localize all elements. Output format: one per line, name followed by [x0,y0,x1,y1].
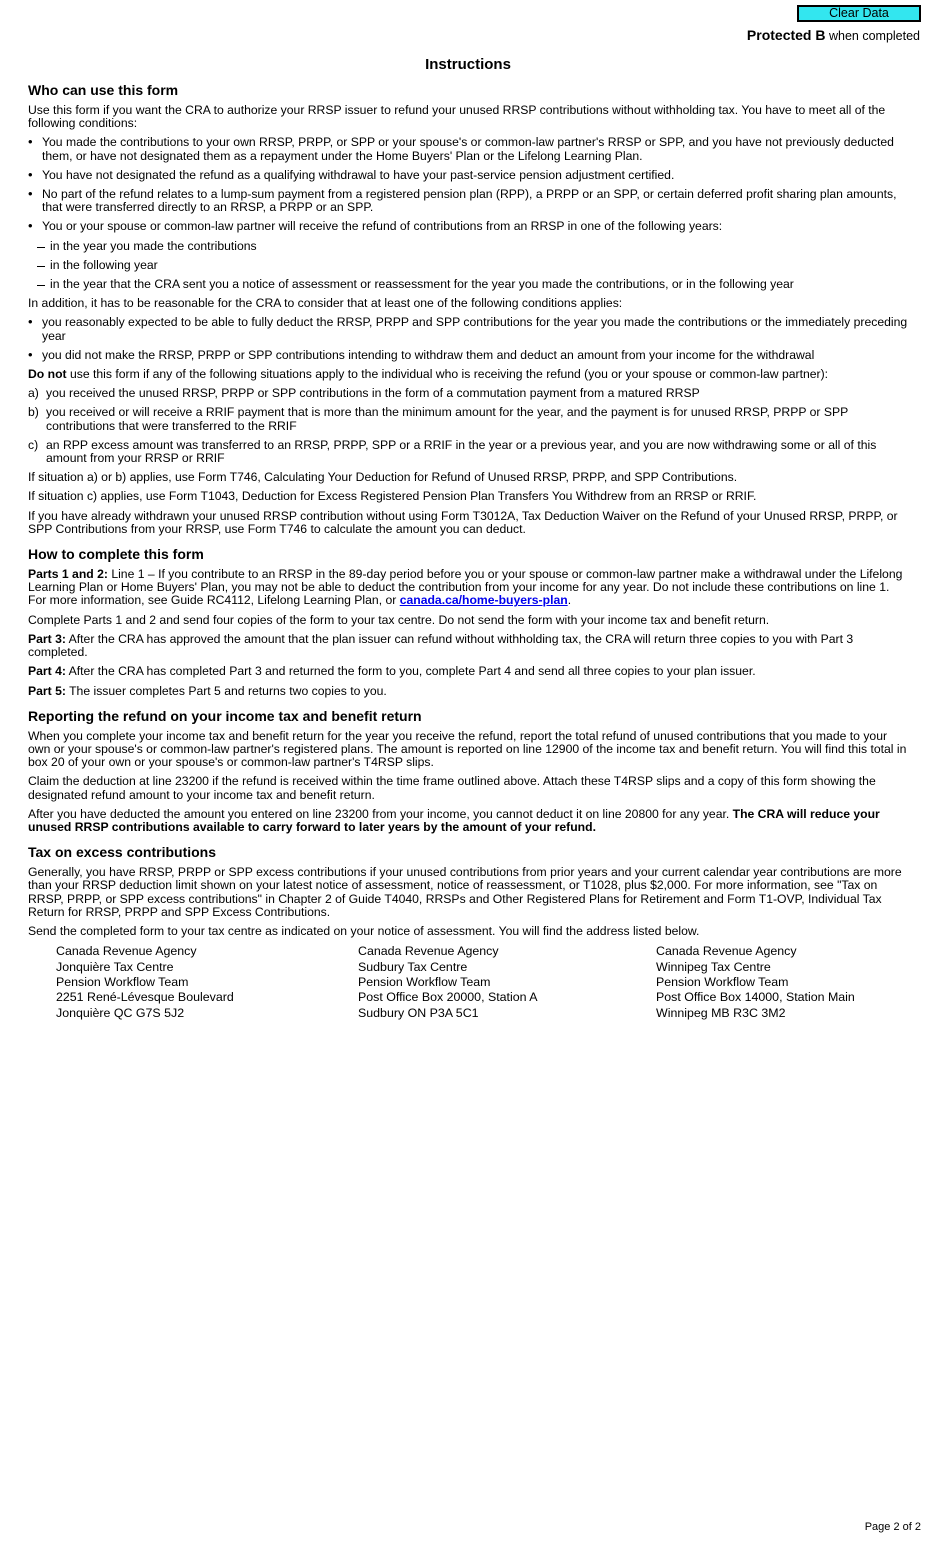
how-heading: How to complete this form [28,546,204,563]
protected-b-notice [747,28,920,44]
reporting-p3-bold: The CRA will reduce your unused RRSP contributions available to carry forward to later years by the amount of your refund. [28,806,880,834]
who-heading: Who can use this form [28,82,179,98]
situation-text: an RPP excess amount was transferred to an RRSP, PRPP, SPP or a RRIF in the year or a previous year, and you are now withdrawing some or all of this amount from your RRSP or RRIF [46,437,877,466]
part-5-label: Part 5: [28,683,66,698]
address-sudbury [358,944,656,1021]
reporting-p3 [28,808,908,834]
part-5-text [28,685,908,698]
address-jonquiere [56,944,358,1021]
protected-b-label: Protected B [746,27,826,43]
already-withdrawn-text: If you have already withdrawn your unused RRSP contribution without using Form T3012A, Tax Deduction Waiver on the Refund of your Unused RRSP, PRPP, or SPP Contributions from your RRSP, use Form T746 to calculate the amount you can deduct. [28,508,898,536]
situation-ab-text: If situation a) or b) applies, use Form T746, Calculating Your Deduction for Refund of Unused RRSP, PRPP, and SPP Contributions. [28,470,738,485]
situation-label: b) [28,405,39,420]
year-item: in the following year [28,259,908,272]
reporting-p1: When you complete your income tax and benefit return for the year you receive the refund, report the total refund of unused contributions that you made to your own or your spouse's or common-law partner's registered plans. The amount is reported on line 12900 of the income tax and benefit return. You will find this total in box 20 of your own or your spouse's or common-law partner's T4RSP slips. [28,728,907,770]
address-line: Post Office Box 20000, Station A [358,990,538,1005]
reporting-p3-body: After you have deducted the amount you entered on line 23200 from your income, you cannot deduct it on line 20800 for any year. [28,806,733,821]
part-4-label: Part 4: [28,664,66,679]
address-line: 2251 René-Lévesque Boulevard [56,990,234,1005]
address-line: Winnipeg Tax Centre [656,959,771,974]
addition-text: In addition, it has to be reasonable for the CRA to consider that at least one of the following conditions applies: [28,296,623,311]
situation-item [28,406,908,432]
address-line: Pension Workflow Team [358,974,491,989]
years-list [28,240,908,292]
reporting-heading: Reporting the refund on your income tax and benefit return [28,707,422,724]
situation-c-text: If situation c) applies, use Form T1043, Deduction for Excess Registered Pension Plan Transfers You Withdrew from an RRSP or RRIF. [28,489,757,504]
situation-text: you received or will receive a RRIF payment that is more than the minimum amount for the year, and the payment is for unused RRSP, PRPP or SPP contributions that were transferred to the RRIF [46,405,849,433]
part-4-text [28,665,908,678]
instructions-content [28,56,908,1021]
complete-parts-text: Complete Parts 1 and 2 and send four copies of the form to your tax centre. Do not send the form with your income tax and benefit return. [28,612,770,627]
address-line: Canada Revenue Agency [656,944,797,959]
part-3-text [28,633,908,659]
address-winnipeg [656,944,906,1021]
reasonable-item: • you did not make the RRSP, PRPP or SPP contributions intending to withdraw them and deduct an amount from your income for the withdrawal [28,349,908,362]
year-item: in the year that the CRA sent you a notice of assessment or reassessment for the year you made the contributions, or in the following year [28,278,908,291]
condition-item: • You or your spouse or common-law partner will receive the refund of contributions from an RRSP in one of the following years: [28,220,908,233]
reasonable-item: • you reasonably expected to be able to fully deduct the RRSP, PRPP and SPP contributions for the year you made the contributions or the immediately preceding year [28,316,908,342]
excess-p1: Generally, you have RRSP, PRPP or SPP excess contributions if your unused contributions from prior years and your current calendar year contributions are more than your RRSP deduction limit shown on your latest notice of assessment, notice of reassessment, or T1028, plus $2,000. For more information, see "Tax on RRSP, PRPP, or SPP excess contributions" in Chapter 2 of Guide T4040, RRSPs and Other Registered Plans for Retirement and Form T1-OVP, Individual Tax Return for RRSP, PRPP and SPP Excess Contributions. [28,865,902,919]
situation-text: you received the unused RRSP, PRPP or SPP contributions in the form of a commutation payment from a matured RRSP [46,386,700,401]
do-not-rest: use this form if any of the following situations apply to the individual who is receiving the refund (you or your spouse or common-law partner): [66,367,829,382]
situations-list [28,387,908,465]
address-line: Canada Revenue Agency [56,944,197,959]
reasonable-list [28,316,908,362]
situation-label: c) [28,437,39,452]
condition-item: • You have not designated the refund as a qualifying withdrawal to have your past-service pension adjustment certified. [28,169,908,182]
address-line: Sudbury ON P3A 5C1 [358,1005,479,1020]
tax-centre-addresses [56,944,908,1021]
situation-label: a) [28,386,39,401]
address-line: Jonquière QC G7S 5J2 [56,1005,185,1020]
do-not-bold: Do not [28,367,67,382]
part-3-body: After the CRA has approved the amount that the plan issuer can refund without withholding tax, the CRA will return three copies to you with Part 3 completed. [28,631,854,660]
condition-item: • No part of the refund relates to a lump-sum payment from a registered pension plan (RPP), a PRPP or an SPP, or certain deferred profit sharing plan amounts, that were transferred directly to an RRSP, a PRPP or an SPP. [28,188,908,214]
condition-item: • You made the contributions to your own RRSP, PRPP, or SPP or your spouse's or common-law partner's RRSP or SPP, and you have not previously deducted them, or have not designated them as a repayment under the Home Buyers' Plan or the Lifelong Learning Plan. [28,136,908,162]
address-line: Winnipeg MB R3C 3M2 [656,1005,786,1020]
address-line: Post Office Box 14000, Station Main [656,990,855,1005]
page-number: Page 2 of 2 [864,1521,921,1533]
address-line: Pension Workflow Team [56,974,189,989]
part-4-body: After the CRA has completed Part 3 and returned the form to you, complete Part 4 and send all three copies to your plan issuer. [65,664,756,679]
parts-1-2-end: . [567,593,572,608]
conditions-list [28,136,908,233]
address-line: Jonquière Tax Centre [56,959,174,974]
part-3-label: Part 3: [28,631,66,646]
part-5-body: The issuer completes Part 5 and returns two copies to you. [65,683,387,698]
reporting-p2: Claim the deduction at line 23200 if the refund is received within the time frame outlined above. Attach these T4RSP slips and a copy of this form showing the designated refund amount to your income tax and benefit return. [28,774,876,802]
page-title: Instructions [425,56,511,73]
who-intro: Use this form if you want the CRA to authorize your RRSP issuer to refund your unused RRSP contributions without withholding tax. You have to meet all of the following conditions: [28,103,886,131]
address-line: Sudbury Tax Centre [358,959,468,974]
address-line: Pension Workflow Team [656,974,789,989]
situation-item [28,439,908,465]
parts-1-2-body: Line 1 – If you contribute to an RRSP in the 89-day period before you or your spouse or common-law partner make a withdrawal under the Lifelong Learning Plan or Home Buyers' Plan, you may not be able to deduct the contribution from your income for any year. Do not include these contributions on line 1. For more information, see Guide RC4112, Lifelong Learning Plan, or [28,567,903,608]
do-not-text [28,368,908,381]
home-buyers-plan-link[interactable]: canada.ca/home-buyers-plan [399,593,568,608]
excess-heading: Tax on excess contributions [28,844,217,861]
year-item: in the year you made the contributions [28,240,908,253]
clear-data-button[interactable]: Clear Data [797,5,921,22]
excess-p2: Send the completed form to your tax centre as indicated on your notice of assessment. You will find the address listed below. [28,923,700,938]
protected-when-completed: when completed [828,29,920,43]
parts-1-2-label: Parts 1 and 2: [28,567,108,582]
address-line: Canada Revenue Agency [358,944,499,959]
parts-1-2-text [28,568,908,608]
situation-item [28,387,908,400]
